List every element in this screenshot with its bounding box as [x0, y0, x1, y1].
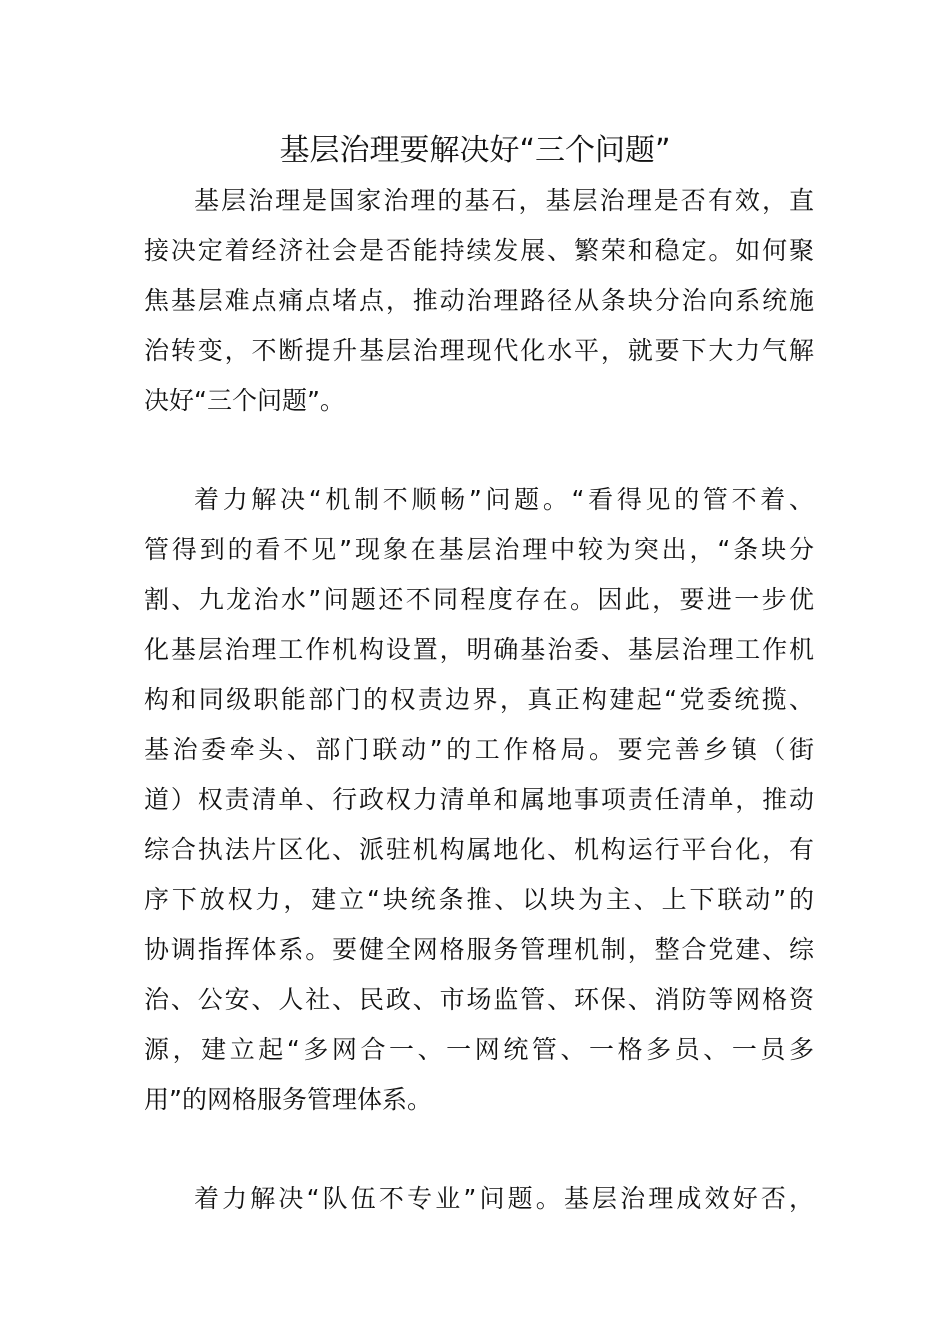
text-line: 管得到的看不见”现象在基层治理中较为突出，“条块分: [144, 535, 814, 564]
text-line: 基层治理是国家治理的基石，基层治理是否有效，直: [194, 186, 814, 215]
text-line: 决好“三个问题”。: [144, 386, 345, 415]
text-line: 综合执法片区化、派驻机构属地化、机构运行平台化，有: [144, 835, 814, 864]
document-title: 基层治理要解决好“三个问题”: [279, 133, 671, 168]
text-line: 用”的网格服务管理体系。: [144, 1085, 432, 1114]
text-line: 接决定着经济社会是否能持续发展、繁荣和稳定。如何聚: [144, 236, 814, 265]
text-line: 治、公安、人社、民政、市场监管、环保、消防等网格资: [144, 985, 814, 1014]
text-line: 焦基层难点痛点堵点，推动治理路径从条块分治向系统施: [144, 286, 814, 315]
text-line: 基治委牵头、部门联动”的工作格局。要完善乡镇（街: [144, 735, 814, 764]
text-line: 着力解决“队伍不专业”问题。基层治理成效好否，: [194, 1184, 814, 1213]
text-line: 道）权责清单、行政权力清单和属地事项责任清单，推动: [144, 785, 814, 814]
text-line: 着力解决“机制不顺畅”问题。“看得见的管不着、: [194, 485, 814, 514]
text-line: 源，建立起“多网合一、一网统管、一格多员、一员多: [144, 1035, 814, 1064]
text-line: 割、九龙治水”问题还不同程度存在。因此，要进一步优: [144, 585, 814, 614]
text-line: 化基层治理工作机构设置，明确基治委、基层治理工作机: [144, 635, 814, 664]
text-line: 治转变，不断提升基层治理现代化水平，就要下大力气解: [144, 336, 814, 365]
text-line: 构和同级职能部门的权责边界，真正构建起“党委统揽、: [144, 685, 814, 714]
text-line: 协调指挥体系。要健全网格服务管理机制，整合党建、综: [144, 935, 814, 964]
text-line: 序下放权力，建立“块统条推、以块为主、上下联动”的: [144, 885, 814, 914]
